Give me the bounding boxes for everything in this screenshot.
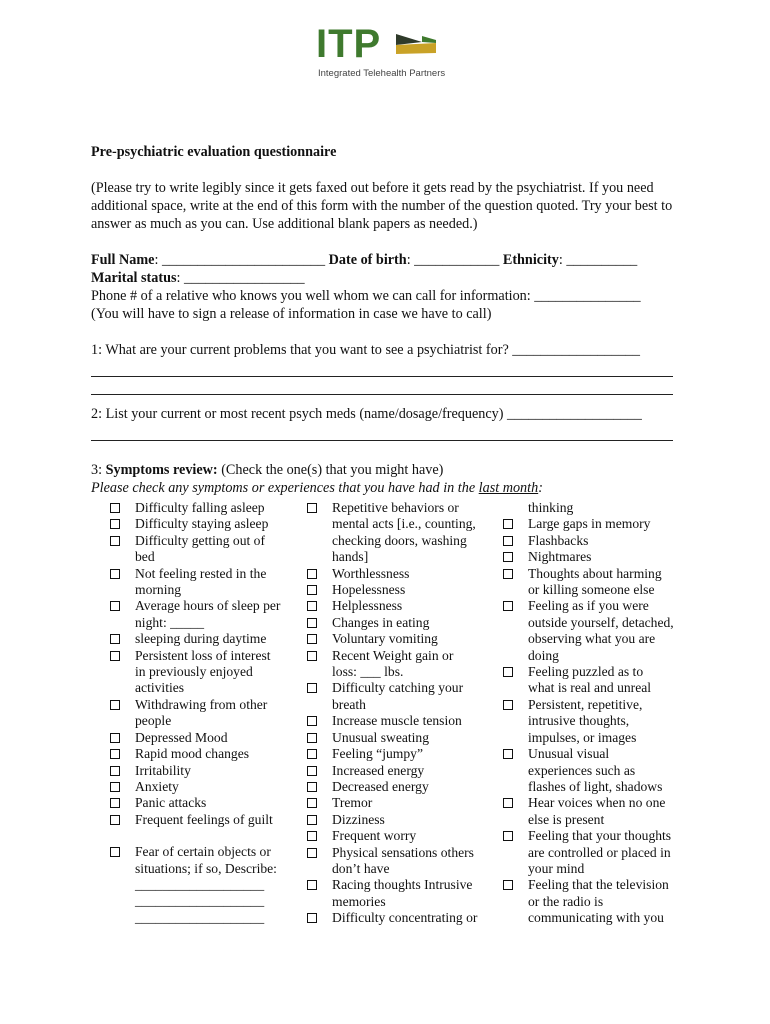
symptom-column-2 — [307, 500, 487, 927]
symptom-checkbox[interactable] — [503, 667, 513, 677]
symptom-label: Tremor — [332, 795, 373, 811]
symptom-checkbox[interactable] — [307, 880, 317, 890]
symptom-item[interactable] — [110, 500, 290, 516]
symptom-item[interactable] — [307, 795, 487, 811]
describe-line[interactable]: ___________________ — [135, 909, 265, 925]
symptom-label: Flashbacks — [528, 532, 589, 548]
symptom-label: situations; if so, Describe: — [135, 860, 277, 876]
symptom-label: Panic attacks — [135, 795, 207, 811]
symptom-checkbox[interactable] — [503, 552, 513, 562]
symptom-item[interactable] — [307, 631, 487, 647]
symptom-checkbox[interactable] — [503, 831, 513, 841]
symptom-checkbox[interactable] — [503, 536, 513, 546]
symptom-checkbox[interactable] — [307, 634, 317, 644]
symptom-label: Helplessness — [332, 598, 403, 614]
full-name-field[interactable]: : _______________________ — [154, 252, 329, 268]
symptom-label: doing — [528, 647, 559, 663]
answer-line[interactable] — [91, 423, 673, 441]
symptom-checkbox[interactable] — [503, 519, 513, 529]
logo-arrow-icon — [396, 32, 438, 58]
symptom-item[interactable] — [110, 697, 290, 730]
dob-label: Date of birth — [328, 252, 407, 268]
answer-line[interactable] — [91, 359, 673, 377]
symptom-item[interactable] — [110, 795, 290, 811]
symptom-label: Anxiety — [135, 778, 179, 794]
symptom-item[interactable] — [110, 730, 290, 746]
symptom-checkbox[interactable] — [307, 683, 317, 693]
relative-phone-field[interactable]: Phone # of a relative who knows you well whom we can call for information: _______________ — [91, 288, 641, 304]
symptom-checkbox[interactable] — [503, 569, 513, 579]
itp-logo — [316, 24, 446, 84]
symptom-checkbox[interactable] — [110, 733, 120, 743]
symptom-label: impulses, or images — [528, 729, 637, 745]
symptom-item[interactable] — [503, 828, 683, 877]
symptom-checkbox[interactable] — [110, 847, 120, 857]
q3-number: 3: — [91, 462, 106, 478]
symptom-label: or killing someone else — [528, 582, 655, 598]
symptom-item[interactable] — [307, 713, 487, 729]
symptom-checkbox[interactable] — [110, 651, 120, 661]
symptom-label: Feeling that the television — [528, 877, 669, 893]
symptom-label: Dizziness — [332, 811, 385, 827]
symptom-label: morning — [135, 582, 182, 598]
symptom-checkbox[interactable] — [503, 798, 513, 808]
symptom-checkbox[interactable] — [110, 749, 120, 759]
symptom-label: Racing thoughts Intrusive — [332, 877, 473, 893]
describe-line[interactable]: ___________________ — [135, 893, 265, 909]
symptom-label: Difficulty falling asleep — [135, 500, 265, 515]
symptom-label: hands] — [332, 549, 369, 565]
symptom-label: outside yourself, detached, — [528, 614, 674, 630]
symptom-item[interactable] — [110, 812, 290, 828]
symptom-label: Physical sensations others — [332, 844, 474, 860]
symptom-label: Rapid mood changes — [135, 746, 250, 762]
symptom-label-continued: thinking — [528, 500, 574, 515]
symptom-label: Increased energy — [332, 762, 425, 778]
symptom-item[interactable] — [503, 795, 683, 828]
symptom-checkbox[interactable] — [307, 716, 317, 726]
symptom-checkbox[interactable] — [110, 601, 120, 611]
symptom-label: in previously enjoyed — [135, 664, 253, 680]
symptom-label: intrusive thoughts, — [528, 713, 630, 729]
symptom-label: Changes in eating — [332, 614, 430, 630]
symptom-item[interactable] — [503, 566, 683, 599]
intro-text: (Please try to write legibly since it gets faxed out before it gets read by the psychiatrist. If you need additional space, write at the end of this form with the number of the question quoted. Try your best to answer as much as you can. Use additional blank papers as needed.) — [91, 180, 673, 232]
release-note: (You will have to sign a release of information in case we have to call) — [91, 306, 492, 322]
symptom-label: Worthlessness — [332, 565, 410, 581]
symptom-checkbox[interactable] — [307, 848, 317, 858]
symptom-item[interactable] — [110, 746, 290, 762]
symptom-label: Persistent, repetitive, — [528, 696, 643, 712]
symptom-checkbox[interactable] — [503, 880, 513, 890]
symptom-label: checking doors, washing — [332, 532, 467, 548]
symptom-checkbox[interactable] — [110, 634, 120, 644]
symptom-label: Persistent loss of interest — [135, 647, 271, 663]
symptom-checkbox[interactable] — [503, 700, 513, 710]
symptom-checkbox[interactable] — [110, 700, 120, 710]
symptom-checkbox[interactable] — [110, 503, 120, 513]
symptom-item[interactable] — [307, 680, 487, 713]
symptom-checkbox[interactable] — [307, 503, 317, 513]
symptom-label: Feeling puzzled as to — [528, 664, 644, 680]
symptom-item[interactable] — [110, 566, 290, 599]
question-1-text[interactable]: 1: What are your current problems that you want to see a psychiatrist for? __________________ — [91, 342, 640, 358]
symptom-label: Average hours of sleep per — [135, 598, 281, 614]
marital-field[interactable]: : _________________ — [176, 270, 305, 286]
symptom-label: communicating with you — [528, 910, 664, 926]
symptom-label: Repetitive behaviors or — [332, 500, 459, 515]
full-name-label: Full Name — [91, 252, 155, 268]
symptom-item[interactable] — [503, 877, 683, 926]
symptom-label: Feeling that your thoughts — [528, 828, 672, 844]
symptom-checkbox[interactable] — [307, 766, 317, 776]
symptom-label: what is real and unreal — [528, 680, 652, 696]
symptom-label: Difficulty concentrating or — [332, 910, 478, 926]
symptom-label: Irritability — [135, 762, 191, 778]
symptom-checkbox[interactable] — [307, 651, 317, 661]
symptom-item[interactable] — [110, 533, 290, 566]
q3-label: Symptoms review: — [105, 462, 218, 478]
symptom-label: loss: ___ lbs. — [332, 664, 404, 680]
symptom-item[interactable] — [110, 763, 290, 779]
symptom-label: Fear of certain objects or — [135, 844, 271, 860]
symptom-checkbox[interactable] — [307, 815, 317, 825]
symptom-label: people — [135, 713, 172, 729]
question-3 — [91, 461, 681, 497]
ethnicity-label: Ethnicity — [502, 252, 559, 268]
symptom-item[interactable] — [110, 631, 290, 647]
describe-line[interactable]: ___________________ — [135, 876, 265, 892]
name-dob-ethnicity-row — [91, 251, 681, 269]
symptom-label: Difficulty getting out of — [135, 532, 266, 548]
symptom-label: Not feeling rested in the — [135, 565, 267, 581]
symptom-checkbox[interactable] — [110, 782, 120, 792]
ethnicity-field[interactable]: : __________ — [558, 252, 638, 268]
logo-subtitle: Integrated Telehealth Partners — [318, 68, 446, 79]
symptom-item[interactable] — [307, 812, 487, 828]
symptom-checkbox[interactable] — [307, 749, 317, 759]
symptom-label: Frequent feelings of guilt — [135, 811, 273, 827]
patient-info — [91, 251, 681, 323]
symptom-item[interactable] — [307, 566, 487, 582]
symptom-item[interactable] — [307, 845, 487, 878]
symptom-item[interactable] — [503, 516, 683, 532]
symptom-label: are controlled or placed in — [528, 844, 671, 860]
symptom-item[interactable] — [503, 598, 683, 664]
symptom-label: or the radio is — [528, 893, 604, 909]
symptom-item[interactable] — [503, 533, 683, 549]
symptom-label: Decreased energy — [332, 778, 429, 794]
symptom-label: activities — [135, 680, 185, 696]
symptom-checkbox[interactable] — [503, 749, 513, 759]
symptom-label: don’t have — [332, 860, 390, 876]
symptom-item[interactable] — [503, 549, 683, 565]
symptom-column-1 — [110, 500, 290, 926]
symptom-label: breath — [332, 696, 366, 712]
symptom-item[interactable] — [110, 844, 290, 877]
symptom-checkbox[interactable] — [307, 618, 317, 628]
symptom-item[interactable] — [307, 730, 487, 746]
answer-line[interactable] — [91, 377, 673, 395]
symptom-item[interactable] — [110, 598, 290, 631]
symptom-label: Recent Weight gain or — [332, 647, 454, 663]
symptom-checkbox[interactable] — [307, 798, 317, 808]
symptom-item[interactable] — [307, 582, 487, 598]
symptom-label: else is present — [528, 811, 605, 827]
questionnaire — [91, 143, 681, 497]
logo-letters: ITP — [316, 22, 382, 66]
symptom-label: your mind — [528, 860, 585, 876]
symptom-item[interactable] — [307, 828, 487, 844]
symptom-item[interactable] — [307, 746, 487, 762]
symptom-label: Frequent worry — [332, 828, 417, 844]
symptom-label: Feeling “jumpy” — [332, 746, 423, 762]
symptom-label: Large gaps in memory — [528, 516, 651, 532]
dob-field[interactable]: : ____________ — [406, 252, 503, 268]
symptom-label: Voluntary vomiting — [332, 631, 438, 647]
symptom-item[interactable] — [110, 779, 290, 795]
symptom-label: Difficulty catching your — [332, 680, 464, 696]
symptom-column-3 — [503, 500, 683, 927]
symptom-label: night: _____ — [135, 614, 205, 630]
q3-hint: (Check the one(s) that you might have) — [217, 462, 444, 478]
question-2 — [91, 405, 681, 441]
symptom-checkbox[interactable] — [110, 766, 120, 776]
symptom-checkbox[interactable] — [307, 782, 317, 792]
question-2-text[interactable]: 2: List your current or most recent psych meds (name/dosage/frequency) ___________________ — [91, 406, 642, 422]
symptom-label: Depressed Mood — [135, 729, 228, 745]
symptom-label: memories — [332, 893, 386, 909]
symptom-label: mental acts [i.e., counting, — [332, 516, 476, 532]
symptom-checkbox[interactable] — [307, 585, 317, 595]
marital-label: Marital status — [91, 270, 177, 286]
symptom-label: Difficulty staying asleep — [135, 516, 269, 532]
symptom-item[interactable] — [307, 500, 487, 566]
symptom-checkbox[interactable] — [307, 733, 317, 743]
symptom-item[interactable] — [307, 598, 487, 614]
symptom-label: Hear voices when no one — [528, 795, 666, 811]
page-title: Pre-psychiatric evaluation questionnaire — [91, 144, 337, 160]
symptom-item[interactable] — [307, 779, 487, 795]
q3-instructions: Please check any symptoms or experiences that you have had in the last month: — [91, 480, 543, 496]
symptom-label: sleeping during daytime — [135, 631, 267, 647]
symptom-checkbox[interactable] — [307, 569, 317, 579]
question-1 — [91, 341, 681, 395]
symptom-checkbox[interactable] — [110, 536, 120, 546]
symptom-item[interactable] — [307, 615, 487, 631]
symptom-label: Withdrawing from other — [135, 696, 268, 712]
symptom-item[interactable] — [307, 763, 487, 779]
symptom-checkbox[interactable] — [307, 601, 317, 611]
symptom-label: experiences such as — [528, 762, 636, 778]
symptom-item[interactable] — [307, 910, 487, 926]
symptom-label: Feeling as if you were — [528, 598, 649, 614]
symptom-checkbox[interactable] — [307, 831, 317, 841]
symptom-label: Thoughts about harming — [528, 565, 662, 581]
symptom-item[interactable] — [307, 648, 487, 681]
symptom-label: Increase muscle tension — [332, 713, 462, 729]
symptom-item[interactable] — [503, 746, 683, 795]
symptom-checkbox[interactable] — [110, 519, 120, 529]
symptom-label: bed — [135, 549, 155, 565]
symptom-label: observing what you are — [528, 631, 656, 647]
symptom-item[interactable] — [503, 697, 683, 746]
symptom-item[interactable] — [110, 648, 290, 697]
symptom-label: Nightmares — [528, 549, 592, 565]
marital-row — [91, 269, 681, 287]
symptom-label: Unusual visual — [528, 746, 610, 762]
symptom-checkbox[interactable] — [110, 569, 120, 579]
symptom-checkbox[interactable] — [503, 601, 513, 611]
symptom-item[interactable] — [110, 516, 290, 532]
symptom-checkbox[interactable] — [307, 913, 317, 923]
symptom-checkbox[interactable] — [110, 815, 120, 825]
symptom-item[interactable] — [307, 877, 487, 910]
symptom-label: Unusual sweating — [332, 729, 430, 745]
symptom-label: flashes of light, shadows — [528, 778, 663, 794]
symptom-label: Hopelessness — [332, 582, 406, 598]
symptom-item[interactable] — [503, 664, 683, 697]
symptom-checkbox[interactable] — [110, 798, 120, 808]
